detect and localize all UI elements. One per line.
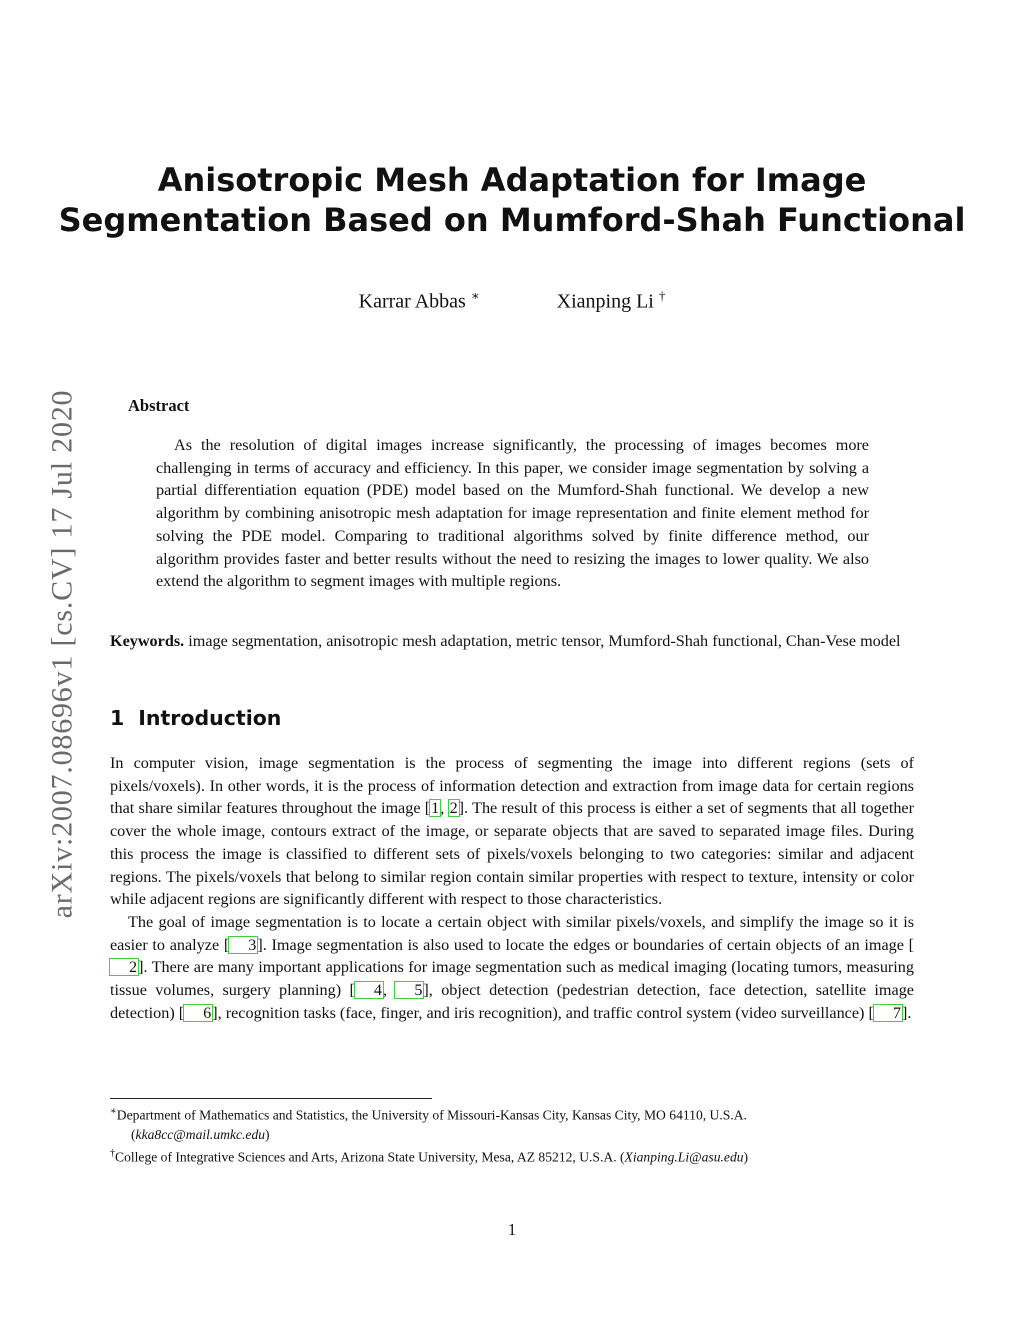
citation-link-7[interactable]: 7: [874, 1005, 902, 1021]
author-1-mark: ∗: [470, 288, 480, 303]
footnote-1-mark: ∗: [110, 1106, 117, 1117]
footnote-2-mark: †: [110, 1147, 115, 1159]
author-2: [557, 288, 666, 314]
intro-p2-sep: ,: [382, 981, 396, 1000]
section-number: 1: [110, 706, 125, 730]
keywords-text: image segmentation, anisotropic mesh adaptation, metric tensor, Mumford-Shah functional, Chan-Vese model: [188, 632, 901, 650]
citation-link-2b[interactable]: 2: [110, 959, 138, 975]
author-list: [0, 288, 1024, 314]
citation-link-4[interactable]: 4: [355, 982, 383, 998]
citation-link-3[interactable]: 3: [229, 937, 257, 953]
paper-title: [0, 160, 1024, 240]
author-2-mark: †: [658, 288, 666, 303]
author-2-name: Xianping Li: [556, 290, 654, 313]
intro-p2-text-e: ], recognition tasks (face, finger, and iris recognition), and traffic control system (video surveillance) [: [212, 1003, 874, 1022]
footnote-2-email[interactable]: Xianping.Li@asu.edu: [624, 1149, 744, 1165]
title-line-1: Anisotropic Mesh Adaptation for Image: [157, 161, 867, 199]
intro-p1-text-b: ]. The result of this process is either a set of segments that all together cover the whole image, contours extract of the image, or separate objects that are saved to separated image files. During this process the image is classified to different sets of pixels/voxels belonging to two categories: similar and adjacent regions. The pixels/voxels that belong to similar region contain similar properties with respect to texture, intensity or color while adjacent regions are significantly different with respect to those characteristics.: [110, 799, 914, 909]
footnote-2: †College of Integrative Sciences and Arts, Arizona State University, Mesa, AZ 85212, U.S.A. (Xianping.Li@asu.edu): [110, 1147, 749, 1165]
section-title: Introduction: [138, 706, 282, 730]
intro-p2-text-d: ], object detection (pedestrian detection, face detection, satellite image detection) [: [110, 981, 914, 1022]
citation-link-5[interactable]: 5: [395, 982, 423, 998]
intro-p1-sep: ,: [440, 799, 449, 818]
footnote-1-email[interactable]: kka8cc@mail.umkc.edu: [135, 1126, 266, 1142]
section-heading-introduction: [110, 706, 281, 730]
arxiv-sidebar: [26, 368, 98, 940]
intro-p2-text-f: ].: [901, 1003, 912, 1022]
introduction-body: [110, 752, 914, 1024]
keywords-label: Keywords.: [110, 632, 185, 650]
author-1-name: Karrar Abbas: [358, 290, 466, 313]
footnote-divider: [110, 1098, 432, 1099]
abstract-text: As the resolution of digital images increase significantly, the processing of images becomes more challenging in terms of accuracy and efficiency. In this paper, we consider image segmentation by solving a partial differentiation equation (PDE) model based on the Mumford-Shah functional. We develop a new algorithm by combining anisotropic mesh adaptation for image representation and finite element method for solving the PDE model. Comparing to traditional algorithms solved by finite difference method, our algorithm provides faster and better results without the need to resizing the images to lower quality. We also extend the algorithm to segment images with multiple regions.: [156, 436, 869, 591]
intro-p2-text-c: ]. There are many important applications for image segmentation such as medical imaging (locating tumors, measuring tissue volumes, surgery planning) [: [110, 958, 914, 1000]
intro-p2-text-a: The goal of image segmentation is to locate a certain object with similar pixels/voxels, and simplify the image so it is easier to analyze [: [110, 912, 914, 954]
footnote-1-text: Department of Mathematics and Statistics, the University of Missouri-Kansas City, Kansas City, MO 64110, U.S.A.: [116, 1107, 747, 1123]
footnote-2-text: College of Integrative Sciences and Arts, Arizona State University, Mesa, AZ 85212, U.S.A.: [115, 1149, 617, 1165]
title-line-2: Segmentation Based on Mumford-Shah Functional: [58, 201, 966, 239]
abstract-heading: Abstract: [128, 396, 190, 415]
intro-p1-text-a: In computer vision, image segmentation is the process of segmenting the image into different regions (sets of pixels/voxels). In other words, it is the process of information detection and extraction from image data for certain regions that share similar features throughout the image [: [110, 754, 914, 818]
footnotes: [110, 1102, 914, 1166]
footnote-1-email-line: (kka8cc@mail.umkc.edu): [131, 1126, 270, 1142]
keywords: [110, 630, 914, 653]
intro-paragraph-2: [110, 911, 914, 1025]
intro-paragraph-1: [110, 752, 914, 911]
citation-link-1[interactable]: 1: [431, 799, 440, 818]
footnote-1: [110, 1102, 914, 1125]
citation-link-6[interactable]: 6: [184, 1005, 212, 1021]
citation-link-2[interactable]: 2: [449, 799, 458, 818]
author-1: [359, 288, 480, 314]
intro-p2-text-b: ]. Image segmentation is also used to locate the edges or boundaries of certain objects of an image [: [257, 935, 914, 954]
page-number: 1: [507, 1220, 517, 1239]
arxiv-identifier: arXiv:2007.08696v1 [cs.CV] 17 Jul 2020: [45, 389, 79, 919]
